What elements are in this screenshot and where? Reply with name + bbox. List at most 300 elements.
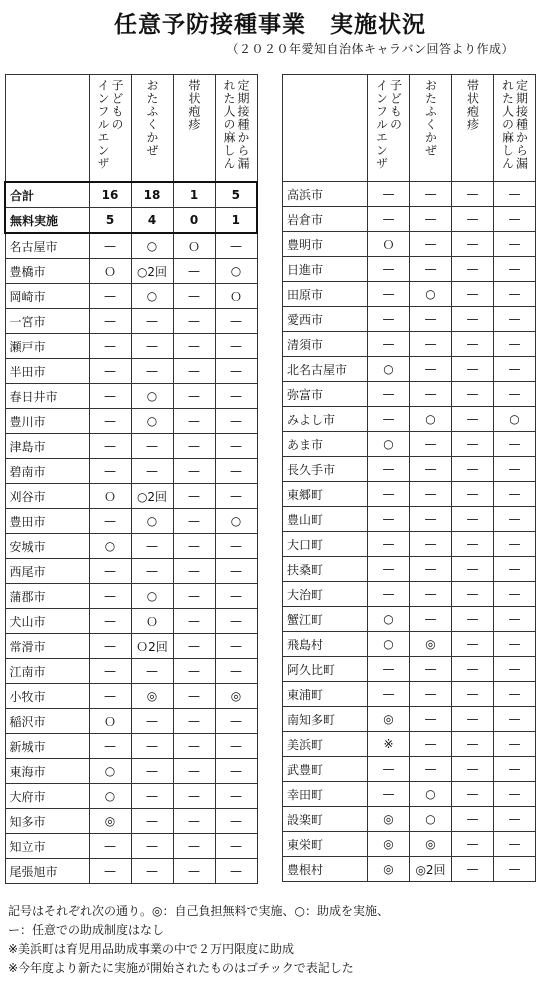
table-row (283, 257, 536, 282)
municipality-name: 弥富市 (283, 382, 368, 407)
status-cell: — (215, 409, 257, 434)
status-cell: ※ (368, 732, 410, 757)
status-cell: — (452, 232, 494, 257)
status-cell: ◎ (368, 832, 410, 857)
table-row (5, 559, 257, 584)
status-cell: — (89, 584, 131, 609)
status-cell: — (368, 407, 410, 432)
municipality-name: 田原市 (283, 282, 368, 307)
municipality-name: 小牧市 (5, 684, 89, 709)
status-cell: — (131, 309, 173, 334)
status-cell: — (89, 609, 131, 634)
status-cell: — (89, 384, 131, 409)
status-cell: — (173, 834, 215, 859)
municipality-name: 知立市 (5, 834, 89, 859)
status-cell: — (410, 507, 452, 532)
status-cell: — (89, 834, 131, 859)
column-header-label: おたふくかぜ (423, 79, 438, 157)
status-cell: — (173, 859, 215, 884)
status-cell: — (173, 384, 215, 409)
status-cell: ◎ (215, 684, 257, 709)
status-cell: — (410, 482, 452, 507)
table-row (283, 507, 536, 532)
column-header (410, 75, 452, 182)
municipality-name: 常滑市 (5, 634, 89, 659)
status-cell: — (452, 357, 494, 382)
status-cell: — (173, 409, 215, 434)
status-cell: ○ (368, 607, 410, 632)
table-row (5, 409, 257, 434)
status-cell: — (173, 734, 215, 759)
municipality-name: 新城市 (5, 734, 89, 759)
municipality-name: 瀬戸市 (5, 334, 89, 359)
table-row (5, 484, 257, 509)
table-row (5, 509, 257, 534)
status-cell: — (368, 507, 410, 532)
status-cell: — (410, 532, 452, 557)
note-line: ※今年度より新たに実施が開始されたものはゴチックで表記した (8, 961, 354, 975)
status-cell: ○ (131, 509, 173, 534)
table-row (5, 309, 257, 334)
status-cell: — (215, 434, 257, 459)
status-cell: — (215, 784, 257, 809)
status-cell: — (89, 434, 131, 459)
table-row (283, 357, 536, 382)
status-cell: — (494, 257, 536, 282)
status-cell: — (131, 709, 173, 734)
status-cell: — (89, 359, 131, 384)
status-cell: — (368, 332, 410, 357)
table-row (283, 832, 536, 857)
status-cell: ◎ (368, 857, 410, 882)
status-cell: — (494, 532, 536, 557)
status-cell: — (452, 257, 494, 282)
status-cell: ○ (215, 259, 257, 284)
status-cell: — (215, 634, 257, 659)
status-cell: — (173, 809, 215, 834)
status-cell: — (131, 534, 173, 559)
status-cell: — (368, 657, 410, 682)
status-cell: — (452, 307, 494, 332)
status-cell: — (173, 609, 215, 634)
table-row (283, 857, 536, 882)
status-cell: — (452, 482, 494, 507)
status-cell: — (131, 809, 173, 834)
municipality-name: 東栄町 (283, 832, 368, 857)
municipality-name: 半田市 (5, 359, 89, 384)
column-header-label: 帯状疱疹 (465, 79, 480, 131)
status-cell: — (215, 859, 257, 884)
status-cell: — (131, 359, 173, 384)
status-cell: — (215, 384, 257, 409)
municipality-name: 高浜市 (283, 182, 368, 207)
status-cell: — (494, 607, 536, 632)
status-cell: — (410, 757, 452, 782)
status-cell: — (494, 332, 536, 357)
status-cell: — (452, 182, 494, 207)
table-row (283, 782, 536, 807)
status-cell: 5 (215, 182, 257, 208)
municipality-name: 名古屋市 (5, 233, 89, 259)
status-cell: — (368, 782, 410, 807)
status-cell: — (173, 309, 215, 334)
status-cell: — (452, 732, 494, 757)
status-cell: — (452, 607, 494, 632)
municipality-name: 豊川市 (5, 409, 89, 434)
status-cell: ○ (410, 782, 452, 807)
status-cell: ○ (368, 357, 410, 382)
status-cell: ○ (131, 409, 173, 434)
status-cell: — (452, 407, 494, 432)
status-cell: — (452, 682, 494, 707)
status-cell: ○ (89, 759, 131, 784)
municipality-name: 設楽町 (283, 807, 368, 832)
status-cell: ○ (89, 784, 131, 809)
table-row (5, 359, 257, 384)
municipality-name: 碧南市 (5, 459, 89, 484)
status-cell: — (173, 434, 215, 459)
table-row (283, 582, 536, 607)
municipality-name: 飛島村 (283, 632, 368, 657)
status-cell: — (215, 484, 257, 509)
status-cell: — (494, 682, 536, 707)
status-cell: — (494, 857, 536, 882)
status-cell: — (173, 584, 215, 609)
status-cell: Ｏ (131, 609, 173, 634)
status-cell: — (494, 832, 536, 857)
status-cell: Ｏ2回 (131, 634, 173, 659)
page-title: 任意予防接種事業 実施状況 (114, 12, 426, 38)
table-row (5, 182, 257, 208)
status-cell: — (410, 607, 452, 632)
status-cell: — (215, 759, 257, 784)
table-row (283, 232, 536, 257)
table-row (5, 759, 257, 784)
status-cell: — (173, 634, 215, 659)
column-header (368, 75, 410, 182)
status-cell: — (410, 382, 452, 407)
table-row (5, 709, 257, 734)
status-cell: — (452, 757, 494, 782)
status-cell: — (215, 334, 257, 359)
status-cell: — (131, 834, 173, 859)
status-cell: — (452, 657, 494, 682)
table-row (283, 382, 536, 407)
municipality-name: 江南市 (5, 659, 89, 684)
column-header-label: 帯状疱疹 (187, 79, 201, 131)
column-header-label: 子どもの インフルエンザ (374, 79, 403, 170)
status-cell: — (368, 382, 410, 407)
status-cell: — (494, 657, 536, 682)
municipality-name: 刈谷市 (5, 484, 89, 509)
table-row (5, 534, 257, 559)
status-cell: — (215, 559, 257, 584)
municipality-name: 岩倉市 (283, 207, 368, 232)
status-cell: — (173, 484, 215, 509)
status-cell: — (494, 482, 536, 507)
municipality-name: 美浜町 (283, 732, 368, 757)
status-cell: — (410, 182, 452, 207)
status-cell: — (89, 559, 131, 584)
right-status-table (282, 74, 536, 882)
status-cell: — (215, 459, 257, 484)
status-cell: — (494, 757, 536, 782)
status-cell: — (215, 834, 257, 859)
status-cell: — (89, 309, 131, 334)
table-row (283, 607, 536, 632)
table-row (5, 609, 257, 634)
table-row (283, 307, 536, 332)
status-cell: ○ (410, 282, 452, 307)
municipality-name: 無料実施 (5, 208, 89, 234)
status-cell: — (452, 432, 494, 457)
status-cell: 16 (89, 182, 131, 208)
status-cell: — (452, 282, 494, 307)
status-cell: — (368, 457, 410, 482)
status-cell: — (131, 759, 173, 784)
status-cell: — (494, 432, 536, 457)
status-cell: — (452, 557, 494, 582)
status-cell: — (410, 557, 452, 582)
status-cell: — (452, 707, 494, 732)
status-cell: — (368, 532, 410, 557)
column-header-label: おたふくかぜ (145, 79, 159, 157)
municipality-name: 豊根村 (283, 857, 368, 882)
status-cell: ◎ (410, 832, 452, 857)
status-cell: — (89, 334, 131, 359)
municipality-name: 清須市 (283, 332, 368, 357)
table-row (283, 632, 536, 657)
table-row (5, 659, 257, 684)
table-row (283, 732, 536, 757)
municipality-name: 愛西市 (283, 307, 368, 332)
municipality-name: あま市 (283, 432, 368, 457)
status-cell: — (173, 559, 215, 584)
status-cell: ○ (494, 407, 536, 432)
table-row (5, 434, 257, 459)
status-cell: ○ (410, 407, 452, 432)
municipality-name: 大府市 (5, 784, 89, 809)
status-cell: ○ (131, 384, 173, 409)
municipality-name: 武豊町 (283, 757, 368, 782)
status-cell: — (89, 684, 131, 709)
status-cell: — (173, 709, 215, 734)
status-cell: — (452, 857, 494, 882)
status-cell: — (368, 757, 410, 782)
table-row (283, 332, 536, 357)
legend-notes (8, 902, 533, 978)
left-status-table (4, 74, 258, 884)
status-cell: — (410, 432, 452, 457)
table-row (5, 208, 257, 234)
column-header (452, 75, 494, 182)
status-cell: — (368, 257, 410, 282)
status-cell: — (494, 557, 536, 582)
status-cell: — (410, 707, 452, 732)
status-cell: ○ (368, 432, 410, 457)
status-cell: — (215, 809, 257, 834)
status-cell: — (368, 482, 410, 507)
status-cell: — (89, 284, 131, 309)
status-cell: ◎2回 (410, 857, 452, 882)
table-row (283, 432, 536, 457)
table-row (5, 233, 257, 259)
status-cell: ◎ (89, 809, 131, 834)
status-cell: Ｏ (368, 232, 410, 257)
column-header (89, 75, 131, 183)
status-cell: ◎ (131, 684, 173, 709)
status-cell: — (410, 332, 452, 357)
table-row (283, 207, 536, 232)
table-row (5, 684, 257, 709)
status-cell: — (452, 332, 494, 357)
status-cell: — (410, 357, 452, 382)
status-cell: 5 (89, 208, 131, 234)
table-row (5, 459, 257, 484)
table-row (283, 807, 536, 832)
status-cell: — (494, 457, 536, 482)
municipality-name: 稲沢市 (5, 709, 89, 734)
status-cell: — (89, 233, 131, 259)
page-subtitle: （２０２０年愛知自治体キャラバン回答より作成） (226, 42, 514, 56)
status-cell: — (494, 782, 536, 807)
municipality-name: 尾張旭市 (5, 859, 89, 884)
municipality-name: 東海市 (5, 759, 89, 784)
status-cell: — (215, 609, 257, 634)
status-cell: — (452, 632, 494, 657)
status-cell: — (494, 707, 536, 732)
status-cell: ◎ (368, 707, 410, 732)
status-cell: — (410, 207, 452, 232)
status-cell: — (494, 207, 536, 232)
table-row (5, 809, 257, 834)
status-cell: — (452, 507, 494, 532)
status-cell: — (131, 784, 173, 809)
status-cell: Ｏ (173, 233, 215, 259)
status-cell: — (131, 659, 173, 684)
status-cell: 18 (131, 182, 173, 208)
status-cell: — (494, 807, 536, 832)
table-row (283, 532, 536, 557)
status-cell: — (494, 357, 536, 382)
status-cell: — (215, 709, 257, 734)
status-cell: — (452, 582, 494, 607)
status-cell: ◎ (368, 807, 410, 832)
status-cell: 0 (173, 208, 215, 234)
note-line: 記号はそれぞれ次の通り。◎：自己負担無料で実施、○：助成を実施、 (8, 904, 389, 918)
table-row (283, 657, 536, 682)
status-cell: — (173, 659, 215, 684)
table-row (283, 757, 536, 782)
status-cell: — (368, 582, 410, 607)
column-header (215, 75, 257, 183)
status-cell: — (410, 657, 452, 682)
header-corner-cell (5, 75, 89, 183)
status-cell: ○ (131, 584, 173, 609)
municipality-name: 日進市 (283, 257, 368, 282)
table-row (5, 834, 257, 859)
municipality-name: 知多市 (5, 809, 89, 834)
status-cell: Ｏ (89, 484, 131, 509)
municipality-name: 安城市 (5, 534, 89, 559)
status-cell: — (131, 334, 173, 359)
status-cell: — (173, 459, 215, 484)
status-cell: — (215, 233, 257, 259)
municipality-name: 豊山町 (283, 507, 368, 532)
status-cell: — (173, 534, 215, 559)
header-row (5, 75, 257, 183)
status-cell: — (215, 534, 257, 559)
status-cell: — (215, 309, 257, 334)
status-cell: — (173, 759, 215, 784)
status-cell: — (131, 559, 173, 584)
status-cell: ○2回 (131, 259, 173, 284)
municipality-name: 西尾市 (5, 559, 89, 584)
table-row (5, 259, 257, 284)
municipality-name: 東郷町 (283, 482, 368, 507)
status-cell: — (173, 684, 215, 709)
municipality-name: みよし市 (283, 407, 368, 432)
municipality-name: 一宮市 (5, 309, 89, 334)
table-row (5, 384, 257, 409)
table-row (283, 182, 536, 207)
municipality-name: 豊橋市 (5, 259, 89, 284)
table-row (283, 457, 536, 482)
status-cell: — (410, 257, 452, 282)
status-cell: — (89, 509, 131, 534)
column-header (173, 75, 215, 183)
column-header-label: 定期接種から漏 れた人の麻しん (222, 79, 250, 170)
status-cell: — (131, 859, 173, 884)
municipality-name: 長久手市 (283, 457, 368, 482)
table-row (5, 634, 257, 659)
status-cell: Ｏ (89, 259, 131, 284)
status-cell: — (89, 409, 131, 434)
status-cell: — (452, 807, 494, 832)
status-cell: — (410, 232, 452, 257)
municipality-name: 豊田市 (5, 509, 89, 534)
status-cell: — (494, 382, 536, 407)
status-cell: — (368, 182, 410, 207)
municipality-name: 南知多町 (283, 707, 368, 732)
header-corner-cell (283, 75, 368, 182)
municipality-name: 大口町 (283, 532, 368, 557)
status-cell: ○ (131, 233, 173, 259)
status-cell: — (215, 584, 257, 609)
status-cell: 1 (215, 208, 257, 234)
table-row (5, 584, 257, 609)
status-cell: — (410, 732, 452, 757)
status-cell: — (173, 784, 215, 809)
status-cell: — (452, 207, 494, 232)
column-header-label: 定期接種から漏 れた人の麻しん (500, 79, 529, 170)
header-row (283, 75, 536, 182)
status-cell: 4 (131, 208, 173, 234)
status-cell: — (173, 284, 215, 309)
status-cell: ○ (89, 534, 131, 559)
status-cell: — (89, 734, 131, 759)
status-cell: — (494, 282, 536, 307)
status-cell: Ｏ (89, 709, 131, 734)
municipality-name: 犬山市 (5, 609, 89, 634)
status-cell: — (494, 582, 536, 607)
table-row (283, 707, 536, 732)
status-cell: — (131, 434, 173, 459)
municipality-name: 扶桑町 (283, 557, 368, 582)
table-row (5, 734, 257, 759)
status-cell: — (452, 782, 494, 807)
status-cell: — (410, 582, 452, 607)
